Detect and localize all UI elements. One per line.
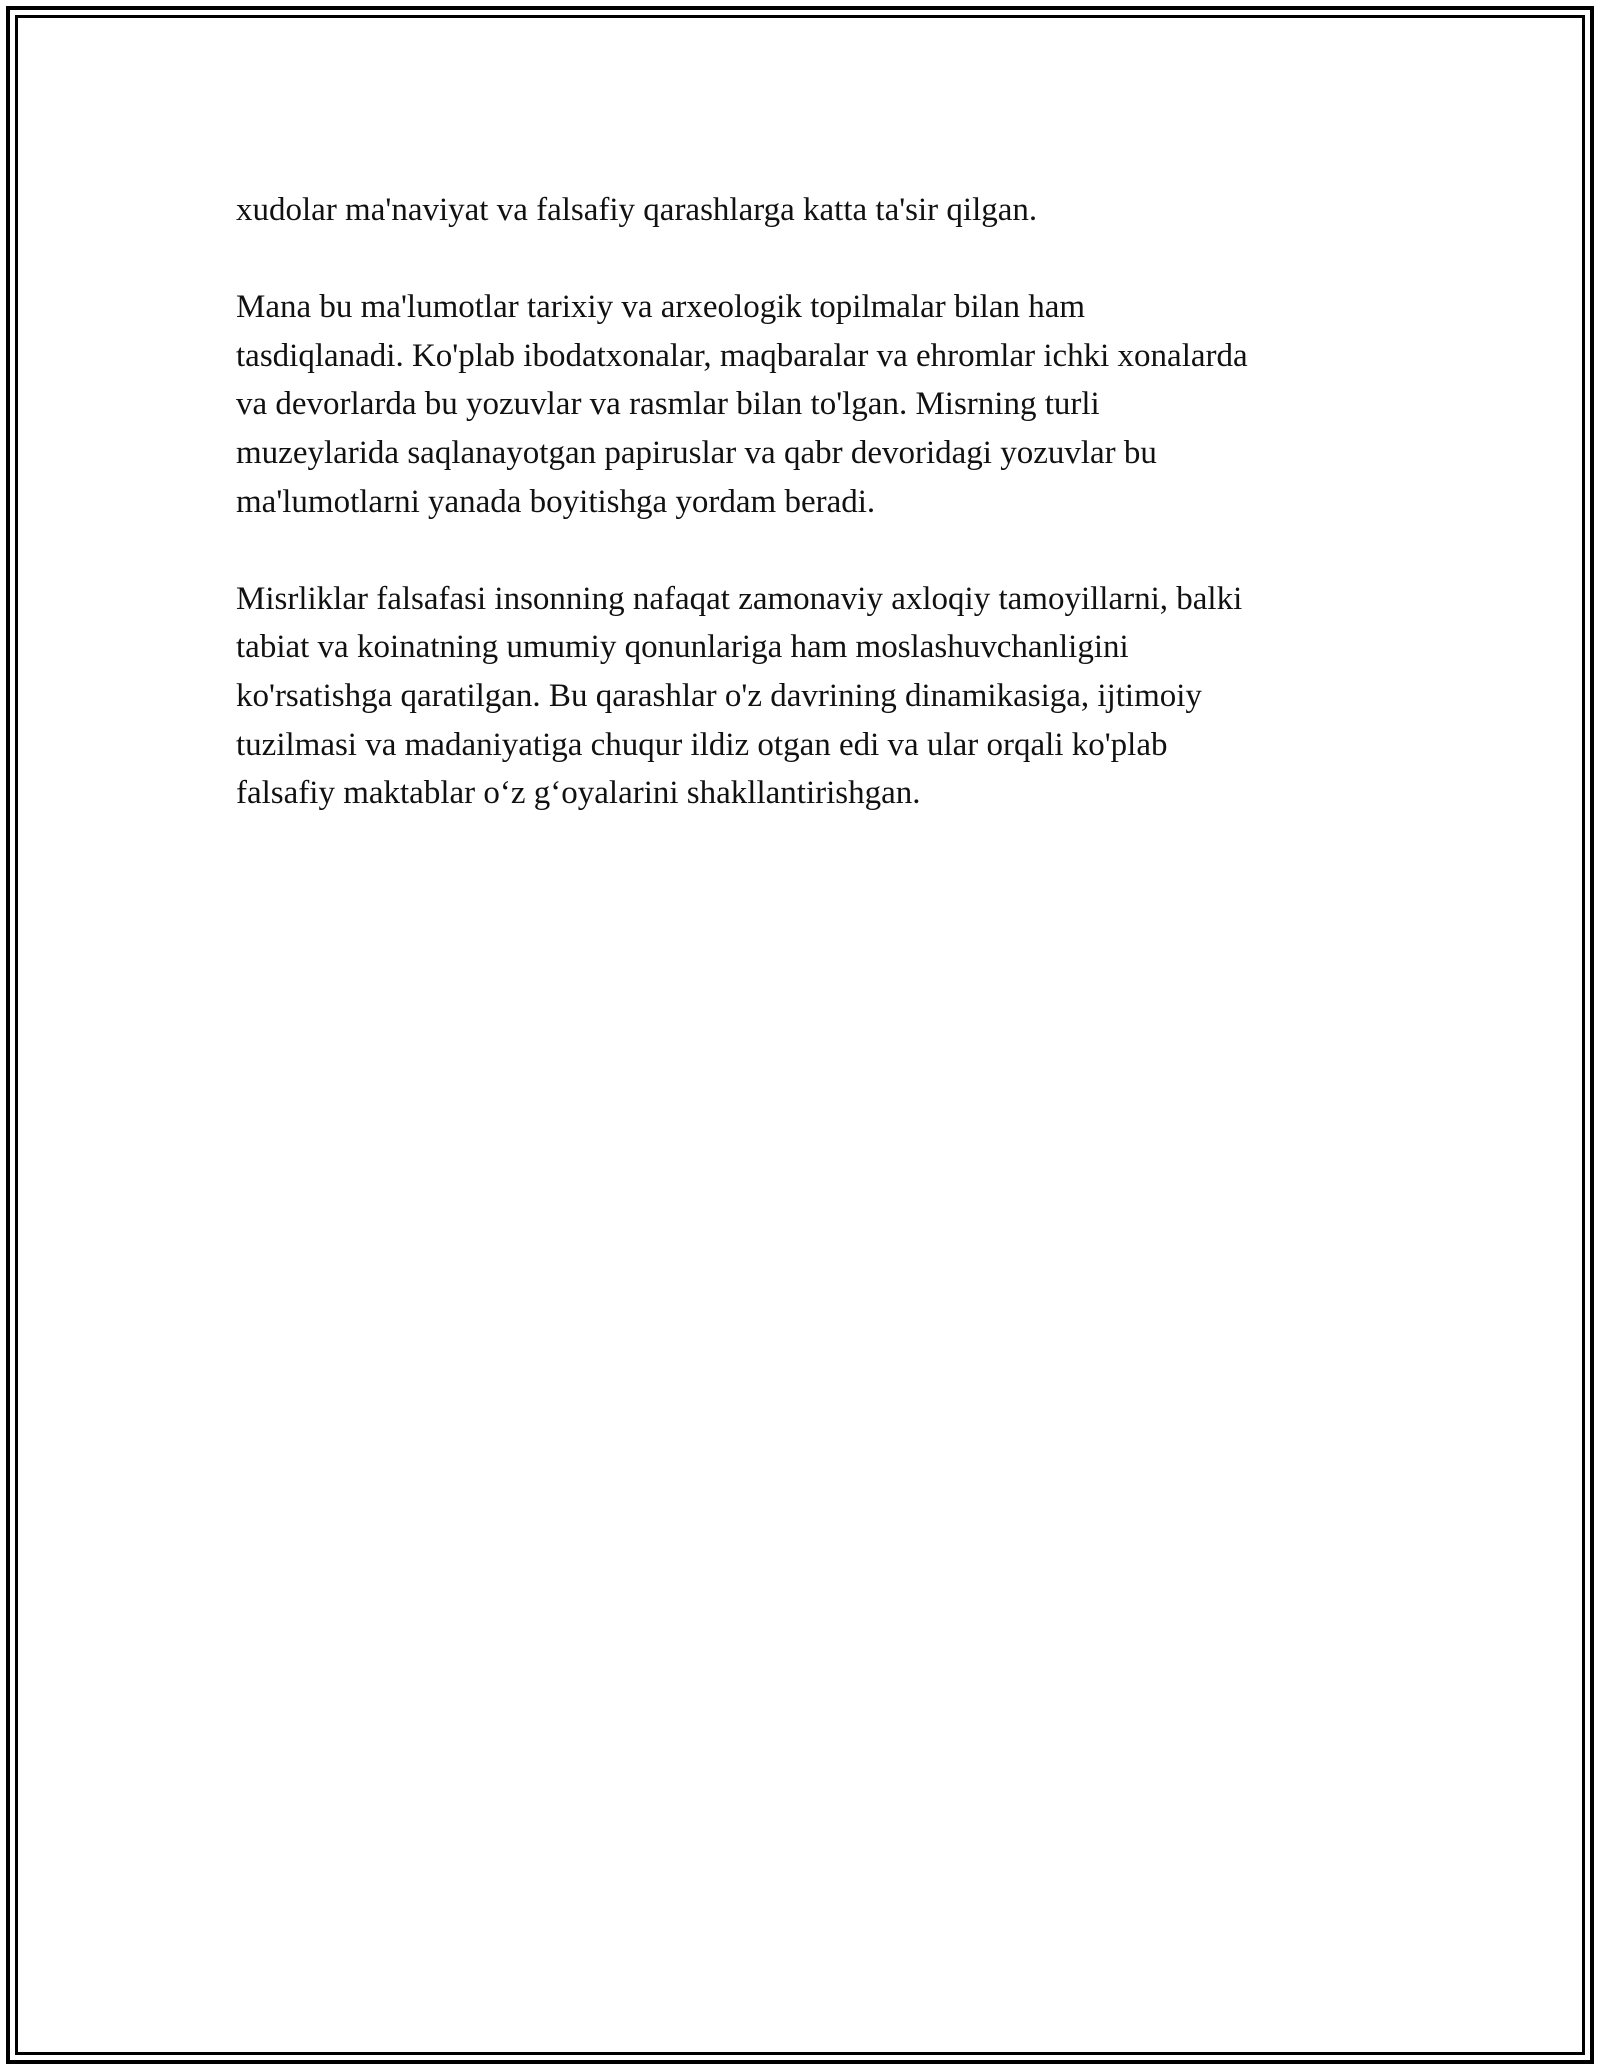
text-line: tasdiqlanadi. Ko'plab ibodatxonalar, maqbaralar va ehromlar ichki xonalarda	[236, 337, 1248, 374]
paragraph-3	[236, 575, 1376, 818]
text-line: Mana bu ma'lumotlar tarixiy va arxeologik topilmalar bilan ham	[236, 289, 1086, 326]
text-line: tabiat va koinatning umumiy qonunlariga ham moslashuvchanligini	[236, 629, 1129, 666]
paragraph-2	[236, 283, 1376, 526]
text-line: va devorlarda bu yozuvlar va rasmlar bilan to'lgan. Misrning turli	[236, 386, 1100, 423]
text-line: muzeylarida saqlanayotgan papiruslar va qabr devoridagi yozuvlar bu	[236, 434, 1157, 471]
paragraph-1	[236, 186, 1376, 235]
text-line: ma'lumotlarni yanada boyitishga yordam beradi.	[236, 483, 876, 520]
text-line: tuzilmasi va madaniyatiga chuqur ildiz otgan edi va ular orqali ko'plab	[236, 726, 1168, 763]
text-line: ko'rsatishga qaratilgan. Bu qarashlar o'z davrining dinamikasiga, ijtimoiy	[236, 677, 1202, 714]
text-line: falsafiy maktablar o‘z g‘oyalarini shakllantirishgan.	[236, 775, 921, 812]
text-line: Misrliklar falsafasi insonning nafaqat zamonaviy axloqiy tamoyillarni, balki	[236, 580, 1243, 617]
document-body	[236, 186, 1376, 866]
text-line: xudolar ma'naviyat va falsafiy qarashlarga katta ta'sir qilgan.	[236, 192, 1038, 228]
